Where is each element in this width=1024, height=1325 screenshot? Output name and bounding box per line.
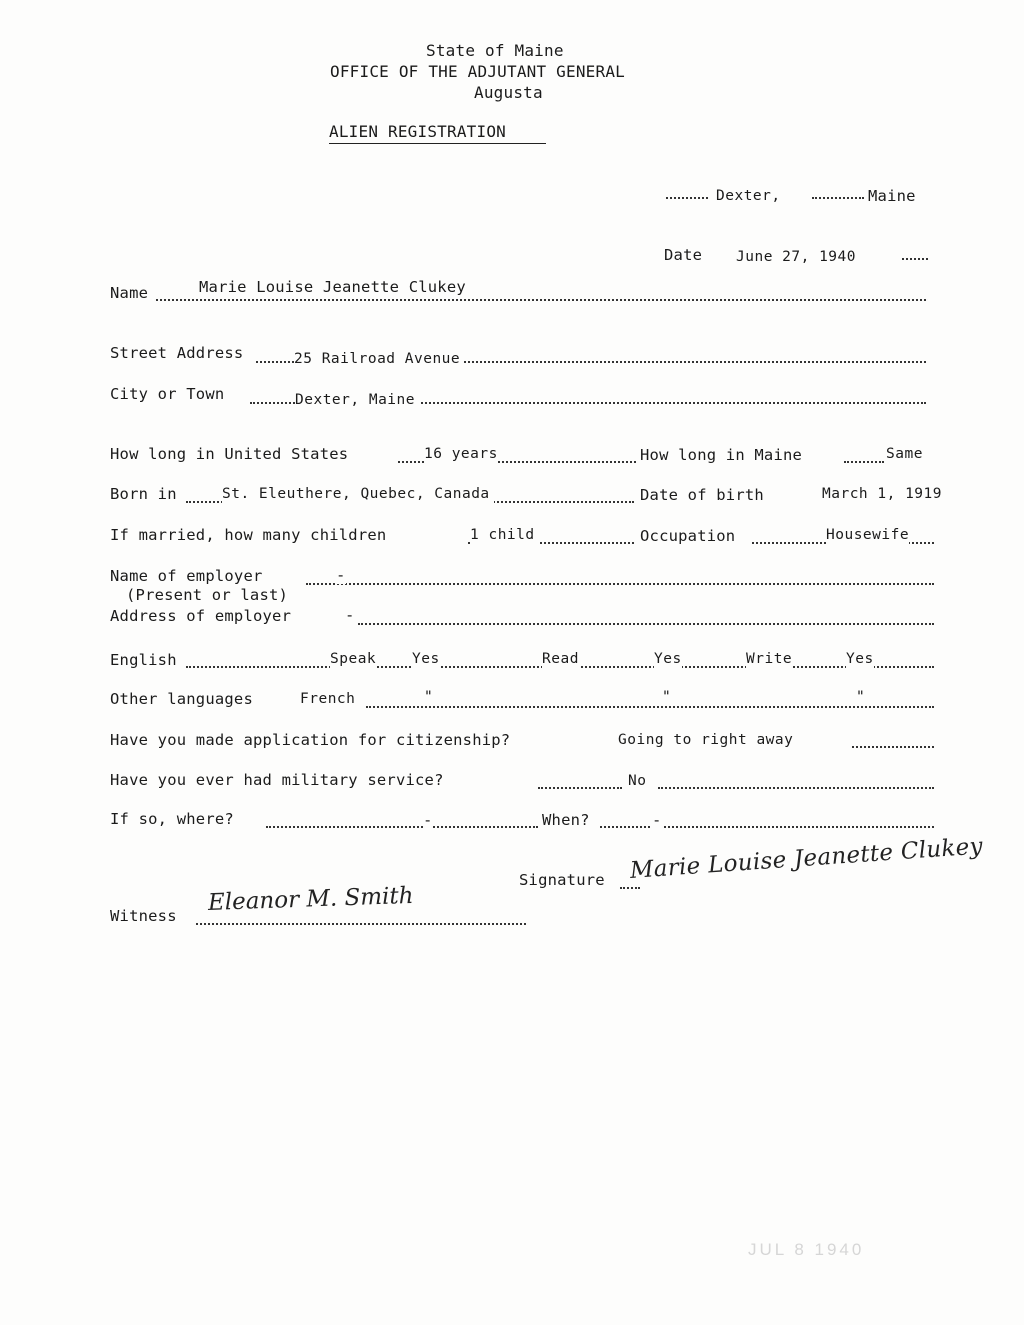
employer-name-value: - <box>336 566 346 584</box>
witness-dots <box>196 923 526 925</box>
date-of-birth-label: Date of birth <box>640 486 764 504</box>
citizenship-dots <box>852 746 934 748</box>
born-in-value: St. Eleuthere, Quebec, Canada <box>222 485 494 503</box>
how-long-us-label: How long in United States <box>110 445 349 463</box>
employer-name-label: Name of employer <box>110 567 263 585</box>
city-label: City or Town <box>110 385 225 403</box>
place-dots-1 <box>666 197 708 199</box>
when-dots <box>600 826 934 828</box>
name-value: Marie Louise Jeanette Clukey <box>199 278 466 296</box>
born-in-label: Born in <box>110 485 177 503</box>
children-value: 1 child <box>470 526 539 544</box>
city-value: Dexter, Maine <box>295 391 419 409</box>
header-office: OFFICE OF THE ADJUTANT GENERAL <box>330 62 625 81</box>
name-label: Name <box>110 284 149 302</box>
employer-address-dots <box>358 623 934 625</box>
date-value: June 27, 1940 <box>736 249 856 265</box>
date-dots <box>902 258 928 260</box>
military-value: No <box>628 773 647 789</box>
signature-label: Signature <box>519 871 605 889</box>
signature-handwritten: Marie Louise Jeanette Clukey <box>629 833 984 884</box>
where-value: - <box>423 811 433 829</box>
signature-dots <box>620 887 640 889</box>
employer-address-label: Address of employer <box>110 607 292 625</box>
english-read-label: Read <box>542 651 579 667</box>
header-city: Augusta <box>474 83 543 102</box>
other-languages-value: French <box>300 691 356 707</box>
employer-note: (Present or last) <box>126 586 289 604</box>
military-dots-1 <box>538 787 622 789</box>
name-dots <box>156 299 926 301</box>
other-languages-dots <box>366 706 934 708</box>
military-label: Have you ever had military service? <box>110 771 444 789</box>
where-dots <box>266 826 538 828</box>
form-title-underline <box>329 143 546 144</box>
how-long-maine-value: Same <box>886 446 923 462</box>
other-languages-label: Other languages <box>110 690 253 708</box>
children-label: If married, how many children <box>110 526 387 544</box>
citizenship-label: Have you made application for citizenship? <box>110 731 511 749</box>
how-long-us-value: 16 years <box>424 446 498 462</box>
english-label: English <box>110 651 177 669</box>
english-speak-value: Yes <box>412 651 440 667</box>
occupation-label: Occupation <box>640 527 736 545</box>
employer-address-value: - <box>345 606 355 624</box>
form-title: ALIEN REGISTRATION <box>329 122 506 141</box>
how-long-maine-dots <box>844 461 884 463</box>
place-state: Maine <box>868 187 916 205</box>
street-address-label: Street Address <box>110 344 244 362</box>
how-long-maine-label: How long in Maine <box>640 446 803 464</box>
where-label: If so, where? <box>110 810 234 828</box>
when-label: When? <box>542 811 590 829</box>
witness-label: Witness <box>110 907 177 925</box>
place-town: Dexter, <box>716 188 781 204</box>
other-languages-ditto-2: " <box>662 689 672 705</box>
english-write-label: Write <box>746 651 793 667</box>
occupation-value: Housewife <box>826 527 910 543</box>
english-read-value: Yes <box>654 651 682 667</box>
place-dots-2 <box>812 197 864 199</box>
military-dots-2 <box>658 787 934 789</box>
witness-handwritten: Eleanor M. Smith <box>207 882 414 916</box>
date-label: Date <box>664 246 703 264</box>
other-languages-ditto-3: " <box>856 689 866 705</box>
when-value: - <box>652 811 662 829</box>
citizenship-value: Going to right away <box>618 732 794 748</box>
header-state: State of Maine <box>426 41 564 60</box>
employer-name-dots <box>306 583 934 585</box>
english-speak-label: Speak <box>330 651 377 667</box>
date-of-birth-value: March 1, 1919 <box>822 486 942 502</box>
received-stamp: JUL 8 1940 <box>748 1240 865 1259</box>
english-write-value: Yes <box>846 651 874 667</box>
other-languages-ditto-1: " <box>424 689 434 705</box>
street-address-value: 25 Railroad Avenue <box>294 350 464 368</box>
